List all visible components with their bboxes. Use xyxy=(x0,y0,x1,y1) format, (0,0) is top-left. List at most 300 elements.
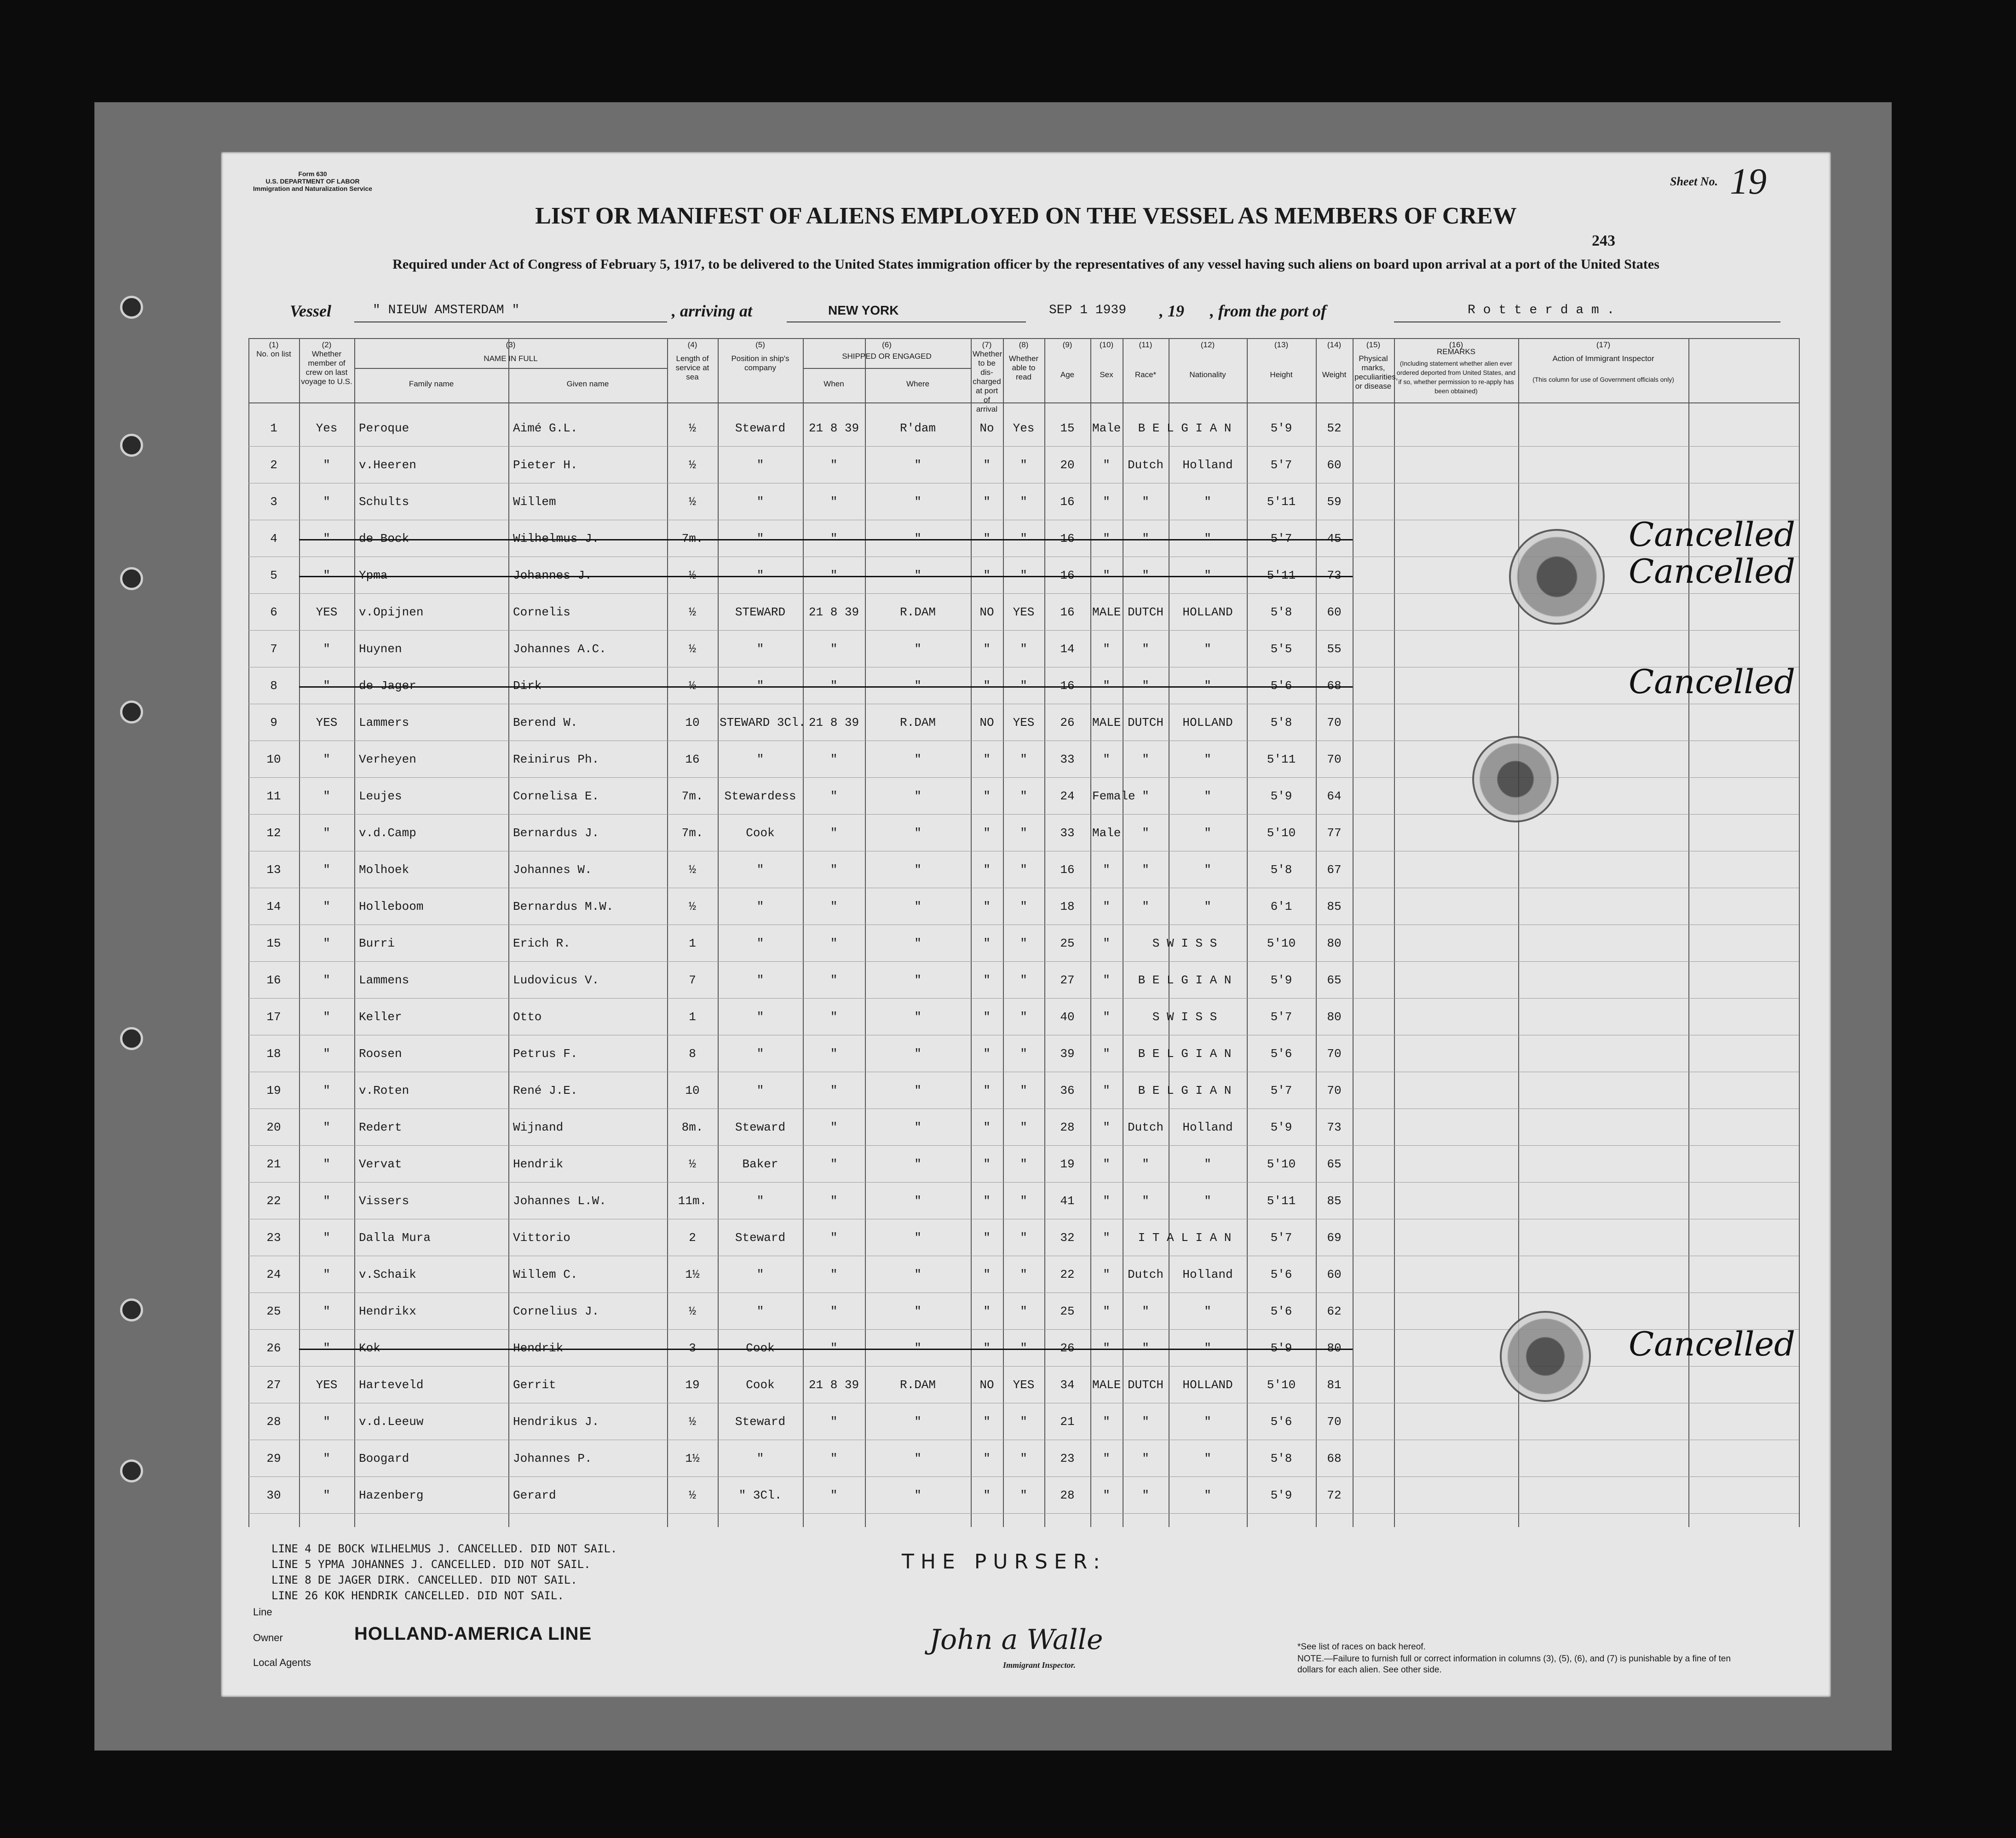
cell-where: " xyxy=(914,1157,922,1171)
cell-sex: " xyxy=(1103,1120,1110,1134)
cell-member: " xyxy=(323,900,330,913)
cell-no: 1 xyxy=(270,421,277,435)
cell-when: " xyxy=(830,752,838,766)
cell-position: Steward xyxy=(735,1120,786,1134)
manifest-sheet xyxy=(221,152,1831,1697)
cell-race: " xyxy=(1142,1452,1149,1465)
cell-when: " xyxy=(830,642,838,656)
cell-weight: 73 xyxy=(1327,1120,1342,1134)
cell-where: " xyxy=(914,1415,922,1429)
cell-when: " xyxy=(830,1268,838,1281)
inspector-signature: John a Walle xyxy=(929,1624,1103,1656)
cell-no: 9 xyxy=(270,716,277,729)
cell-weight: 70 xyxy=(1327,1415,1342,1429)
cell-when: " xyxy=(830,1010,838,1024)
binder-hole xyxy=(120,1298,143,1321)
cell-weight: 85 xyxy=(1327,900,1342,913)
cell-race: Dutch xyxy=(1127,1268,1164,1281)
cell-read: YES xyxy=(1013,716,1035,729)
cell-height: 5'8 xyxy=(1270,605,1292,619)
cell-no: 27 xyxy=(266,1378,281,1392)
cell-position: " xyxy=(756,863,764,877)
cell-race: S W I S S xyxy=(1152,1010,1217,1024)
grid-row-rule xyxy=(248,961,1799,962)
cell-height: 5'6 xyxy=(1270,1415,1292,1429)
cell-position: Stewardess xyxy=(724,789,796,803)
cell-age: 25 xyxy=(1060,1304,1075,1318)
cell-read: " xyxy=(1020,569,1027,582)
cell-no: 22 xyxy=(266,1194,281,1208)
cell-when: " xyxy=(830,1488,838,1502)
cell-given: Cornelis xyxy=(513,605,570,619)
cell-sex: " xyxy=(1103,1415,1110,1429)
cell-family: v.Opijnen xyxy=(359,605,424,619)
strike-line xyxy=(299,576,1353,577)
cell-race: " xyxy=(1142,900,1149,913)
cell-when: " xyxy=(830,1084,838,1097)
cell-position: " xyxy=(756,752,764,766)
cell-when: " xyxy=(830,789,838,803)
cell-no: 16 xyxy=(266,973,281,987)
cell-given: Ludovicus V. xyxy=(513,973,599,987)
column-number: (7) xyxy=(982,340,992,349)
cell-sex: " xyxy=(1103,900,1110,913)
column-header: When xyxy=(824,379,844,388)
cell-height: 5'10 xyxy=(1267,936,1296,950)
grid-column-rule xyxy=(1394,338,1395,1527)
column-number: (6) xyxy=(882,340,892,349)
cell-height: 5'6 xyxy=(1270,1268,1292,1281)
cell-given: Johannes A.C. xyxy=(513,642,606,656)
cell-race: DUTCH xyxy=(1127,716,1164,729)
cell-disch: " xyxy=(983,752,991,766)
cell-weight: 55 xyxy=(1327,642,1342,656)
cancellation-notes xyxy=(271,1541,617,1603)
cell-no: 13 xyxy=(266,863,281,877)
cell-disch: " xyxy=(983,1231,991,1245)
cell-member: " xyxy=(323,1010,330,1024)
cell-when: " xyxy=(830,1047,838,1061)
cell-height: 6'1 xyxy=(1270,900,1292,913)
cell-no: 8 xyxy=(270,679,277,693)
cell-read: YES xyxy=(1013,605,1035,619)
cell-family: v.Roten xyxy=(359,1084,409,1097)
cell-race: " xyxy=(1142,1194,1149,1208)
column-number: (15) xyxy=(1366,340,1381,349)
column-header: Whether member of crew on last voyage to U.S. xyxy=(301,350,352,386)
cell-given: Cornelius J. xyxy=(513,1304,599,1318)
cell-disch: " xyxy=(983,495,991,509)
cell-given: Hendrik xyxy=(513,1157,564,1171)
cell-weight: 68 xyxy=(1327,1452,1342,1465)
cell-family: Huynen xyxy=(359,642,402,656)
cell-age: 28 xyxy=(1060,1488,1075,1502)
column-header: Physical marks, peculiarities, or disease xyxy=(1354,354,1398,391)
cell-where: " xyxy=(914,1452,922,1465)
inspector-label: Immigrant Inspector. xyxy=(1003,1660,1076,1670)
cell-nationality: " xyxy=(1204,1304,1211,1318)
cell-when: " xyxy=(830,1231,838,1245)
fine-note: NOTE.—Failure to furnish full or correct information in columns (3), (5), (6), and (7) is punishable by a fine of ten dollars for each alien. See other side. xyxy=(1297,1654,1731,1675)
cell-nationality: Holland xyxy=(1182,1268,1233,1281)
cell-family: v.Schaik xyxy=(359,1268,416,1281)
cell-age: 16 xyxy=(1060,605,1075,619)
cell-disch: " xyxy=(983,789,991,803)
grid-row-rule xyxy=(248,998,1799,999)
cell-length: 2 xyxy=(689,1231,696,1245)
cell-member: " xyxy=(323,863,330,877)
cell-position: " xyxy=(756,1010,764,1024)
cell-where: " xyxy=(914,1488,922,1502)
cell-race: " xyxy=(1142,789,1149,803)
cell-disch: " xyxy=(983,1120,991,1134)
cell-no: 18 xyxy=(266,1047,281,1061)
cell-where: " xyxy=(914,1194,922,1208)
cell-when: " xyxy=(830,679,838,693)
cell-race: B E L G I A N xyxy=(1138,421,1232,435)
cell-height: 5'10 xyxy=(1267,826,1296,840)
cell-weight: 64 xyxy=(1327,789,1342,803)
cell-disch: NO xyxy=(979,716,994,729)
cell-height: 5'11 xyxy=(1267,752,1296,766)
cancel-note: LINE 4 DE BOCK WILHELMUS J. CANCELLED. DID NOT SAIL. xyxy=(271,1542,617,1555)
cell-disch: " xyxy=(983,1452,991,1465)
cell-length: ½ xyxy=(689,900,696,913)
cell-where: " xyxy=(914,1010,922,1024)
binder-hole xyxy=(120,1459,143,1482)
cell-read: " xyxy=(1020,495,1027,509)
grid-row-rule xyxy=(248,446,1799,447)
cell-weight: 69 xyxy=(1327,1231,1342,1245)
column-number: (17) xyxy=(1596,340,1611,349)
grid-row-rule xyxy=(248,1292,1799,1293)
column-header: Whether able to read xyxy=(1008,354,1039,381)
cell-height: 5'7 xyxy=(1270,1084,1292,1097)
cell-member: " xyxy=(323,1047,330,1061)
cell-length: 8m. xyxy=(681,1120,703,1134)
cell-member: YES xyxy=(316,605,338,619)
cell-when: " xyxy=(830,900,838,913)
cell-height: 5'9 xyxy=(1270,1120,1292,1134)
cell-race: " xyxy=(1142,826,1149,840)
cell-when: 21 8 39 xyxy=(808,605,859,619)
grid-column-rule xyxy=(1353,338,1354,1527)
cell-height: 5'10 xyxy=(1267,1157,1296,1171)
cell-read: " xyxy=(1020,532,1027,546)
cell-age: 39 xyxy=(1060,1047,1075,1061)
cell-age: 26 xyxy=(1060,716,1075,729)
cell-when: " xyxy=(830,532,838,546)
cell-disch: " xyxy=(983,1010,991,1024)
cell-length: 7m. xyxy=(681,789,703,803)
cell-weight: 60 xyxy=(1327,458,1342,472)
cell-sex: " xyxy=(1103,1084,1110,1097)
cell-sex: " xyxy=(1103,1010,1110,1024)
cell-read: " xyxy=(1020,863,1027,877)
cell-read: Yes xyxy=(1013,421,1035,435)
cell-position: Cook xyxy=(746,1378,775,1392)
cell-position: " xyxy=(756,1194,764,1208)
cell-race: " xyxy=(1142,569,1149,582)
vessel-name: " NIEUW AMSTERDAM " xyxy=(373,303,520,317)
cell-length: 16 xyxy=(685,752,700,766)
cell-age: 21 xyxy=(1060,1415,1075,1429)
arriving-port: NEW YORK xyxy=(828,303,899,317)
cell-position: " xyxy=(756,532,764,546)
grid-row-rule xyxy=(248,1182,1799,1183)
cell-read: " xyxy=(1020,458,1027,472)
cell-age: 40 xyxy=(1060,1010,1075,1024)
cell-no: 25 xyxy=(266,1304,281,1318)
cell-height: 5'8 xyxy=(1270,1452,1292,1465)
cell-read: " xyxy=(1020,1415,1027,1429)
cell-sex: " xyxy=(1103,1341,1110,1355)
cell-age: 33 xyxy=(1060,826,1075,840)
cell-read: " xyxy=(1020,1120,1027,1134)
cell-no: 5 xyxy=(270,569,277,582)
grid-row-rule xyxy=(248,1145,1799,1146)
cell-when: " xyxy=(830,1194,838,1208)
cell-position: " xyxy=(756,1047,764,1061)
cancel-mark: Cancelled xyxy=(1629,1325,1796,1363)
cell-no: 11 xyxy=(266,789,281,803)
binder-hole xyxy=(120,1027,143,1050)
strike-line xyxy=(299,539,1353,540)
column-header: NAME IN FULL xyxy=(484,354,538,363)
cell-family: de Jager xyxy=(359,679,416,693)
column-number: (8) xyxy=(1019,340,1029,349)
strike-line xyxy=(299,686,1353,688)
cancel-note: LINE 26 KOK HENDRIK CANCELLED. DID NOT SAIL. xyxy=(271,1589,564,1602)
cell-when: " xyxy=(830,826,838,840)
owner-label: Owner xyxy=(253,1632,283,1643)
cell-where: " xyxy=(914,936,922,950)
cell-height: 5'11 xyxy=(1267,569,1296,582)
cell-nationality: " xyxy=(1204,532,1211,546)
cell-length: ½ xyxy=(689,495,696,509)
cell-no: 26 xyxy=(266,1341,281,1355)
cell-position: STEWARD xyxy=(735,605,786,619)
cell-given: Johannes P. xyxy=(513,1452,592,1465)
cell-given: Hendrikus J. xyxy=(513,1415,599,1429)
cell-family: Harteveld xyxy=(359,1378,424,1392)
cell-read: YES xyxy=(1013,1378,1035,1392)
column-number: (9) xyxy=(1062,340,1072,349)
cell-family: Lammers xyxy=(359,716,409,729)
from-label: , from the port of xyxy=(1210,302,1327,320)
cell-when: " xyxy=(830,1415,838,1429)
cell-no: 6 xyxy=(270,605,277,619)
cell-disch: " xyxy=(983,569,991,582)
cell-position: " xyxy=(756,936,764,950)
cell-length: 11m. xyxy=(678,1194,707,1208)
cell-read: " xyxy=(1020,1452,1027,1465)
line-label: Line xyxy=(253,1606,272,1618)
cancel-mark: Cancelled xyxy=(1629,552,1796,591)
cell-disch: " xyxy=(983,679,991,693)
cell-disch: " xyxy=(983,1415,991,1429)
column-header: Nationality xyxy=(1189,370,1226,379)
cell-family: Verheyen xyxy=(359,752,416,766)
cell-family: Burri xyxy=(359,936,395,950)
cell-read: " xyxy=(1020,1304,1027,1318)
cell-disch: " xyxy=(983,1084,991,1097)
grid-row-rule xyxy=(248,338,1799,339)
cell-given: Berend W. xyxy=(513,716,578,729)
cell-given: Willem C. xyxy=(513,1268,578,1281)
cell-given: Aimé G.L. xyxy=(513,421,578,435)
cell-member: " xyxy=(323,1488,330,1502)
form-number: Form 630 xyxy=(298,170,327,178)
binder-hole xyxy=(120,296,143,319)
cell-where: " xyxy=(914,569,922,582)
cell-no: 10 xyxy=(266,752,281,766)
cell-sex: " xyxy=(1103,1231,1110,1245)
column-header: No. on list xyxy=(256,350,291,358)
cell-member: " xyxy=(323,789,330,803)
cell-no: 23 xyxy=(266,1231,281,1245)
cell-nationality: " xyxy=(1204,1194,1211,1208)
cell-read: " xyxy=(1020,752,1027,766)
cell-weight: 62 xyxy=(1327,1304,1342,1318)
cell-weight: 60 xyxy=(1327,1268,1342,1281)
cell-disch: NO xyxy=(979,605,994,619)
cell-given: Gerard xyxy=(513,1488,556,1502)
cell-sex: " xyxy=(1103,495,1110,509)
cell-read: " xyxy=(1020,900,1027,913)
cell-no: 14 xyxy=(266,900,281,913)
cell-nationality: HOLLAND xyxy=(1182,716,1233,729)
cell-where: R.DAM xyxy=(899,716,936,729)
column-number: (14) xyxy=(1327,340,1342,349)
cell-where: " xyxy=(914,900,922,913)
cell-position: " xyxy=(756,495,764,509)
cell-position: " xyxy=(756,569,764,582)
cell-given: Dirk xyxy=(513,679,542,693)
cell-weight: 70 xyxy=(1327,1084,1342,1097)
arrival-date: SEP 1 1939 xyxy=(1049,303,1127,317)
cell-weight: 70 xyxy=(1327,1047,1342,1061)
cell-length: 1½ xyxy=(685,1268,700,1281)
cell-disch: " xyxy=(983,1047,991,1061)
cell-sex: MALE xyxy=(1092,716,1121,729)
cell-given: René J.E. xyxy=(513,1084,578,1097)
cell-member: " xyxy=(323,1157,330,1171)
grid-column-rule xyxy=(248,338,249,1527)
cancel-note: LINE 5 YPMA JOHANNES J. CANCELLED. DID NOT SAIL. xyxy=(271,1558,591,1571)
cell-sex: " xyxy=(1103,1488,1110,1502)
cell-length: 10 xyxy=(685,716,700,729)
cell-sex: Female xyxy=(1092,789,1135,803)
from-port: R o t t e r d a m . xyxy=(1468,303,1615,317)
cell-height: 5'9 xyxy=(1270,1488,1292,1502)
cell-member: " xyxy=(323,1231,330,1245)
cell-sex: " xyxy=(1103,752,1110,766)
cell-position: " xyxy=(756,679,764,693)
cell-read: " xyxy=(1020,1047,1027,1061)
cell-race: " xyxy=(1142,1304,1149,1318)
cell-no: 19 xyxy=(266,1084,281,1097)
cell-height: 5'9 xyxy=(1270,973,1292,987)
column-number: (5) xyxy=(755,340,765,349)
cell-where: " xyxy=(914,642,922,656)
cell-no: 24 xyxy=(266,1268,281,1281)
column-header: Whether to be dis-charged at port of arrival xyxy=(973,350,1002,414)
column-header: (Including statement whether alien ever ordered deported from United States, and if so, whether permission to re-apply has been obtained) xyxy=(1396,360,1516,395)
cell-weight: 67 xyxy=(1327,863,1342,877)
agent-stamp: HOLLAND-AMERICA LINE xyxy=(354,1624,592,1644)
cell-race: DUTCH xyxy=(1127,1378,1164,1392)
cell-sex: " xyxy=(1103,863,1110,877)
grid-row-rule xyxy=(248,777,1799,778)
cell-where: " xyxy=(914,863,922,877)
cell-height: 5'9 xyxy=(1270,789,1292,803)
binder-hole xyxy=(120,434,143,457)
cell-member: " xyxy=(323,642,330,656)
column-number: (13) xyxy=(1274,340,1289,349)
cell-family: Leujes xyxy=(359,789,402,803)
cell-race: " xyxy=(1142,1415,1149,1429)
cell-age: 25 xyxy=(1060,936,1075,950)
cell-member: " xyxy=(323,936,330,950)
grid-row-rule xyxy=(248,1476,1799,1477)
cell-where: R.DAM xyxy=(899,1378,936,1392)
cell-disch: " xyxy=(983,973,991,987)
cell-length: ½ xyxy=(689,569,696,582)
cell-family: v.Heeren xyxy=(359,458,416,472)
cell-member: " xyxy=(323,1194,330,1208)
cell-nationality: Holland xyxy=(1182,1120,1233,1134)
cell-where: " xyxy=(914,752,922,766)
cell-height: 5'8 xyxy=(1270,716,1292,729)
cell-no: 21 xyxy=(266,1157,281,1171)
cell-age: 22 xyxy=(1060,1268,1075,1281)
cell-family: Holleboom xyxy=(359,900,424,913)
cell-race: " xyxy=(1142,495,1149,509)
cell-sex: " xyxy=(1103,936,1110,950)
cell-height: 5'9 xyxy=(1270,1341,1292,1355)
cell-length: ½ xyxy=(689,1304,696,1318)
cell-sex: " xyxy=(1103,1157,1110,1171)
cell-family: Kok xyxy=(359,1341,380,1355)
cell-height: 5'7 xyxy=(1270,1231,1292,1245)
consulate-seal xyxy=(1500,1311,1591,1402)
cell-position: Cook xyxy=(746,826,775,840)
cell-height: 5'6 xyxy=(1270,1047,1292,1061)
column-number: (10) xyxy=(1099,340,1114,349)
cell-nationality: " xyxy=(1204,1488,1211,1502)
cell-sex: MALE xyxy=(1092,1378,1121,1392)
cell-member: " xyxy=(323,1415,330,1429)
cell-age: 14 xyxy=(1060,642,1075,656)
cell-weight: 52 xyxy=(1327,421,1342,435)
cell-weight: 68 xyxy=(1327,679,1342,693)
cell-position: " xyxy=(756,1304,764,1318)
cell-weight: 70 xyxy=(1327,752,1342,766)
column-number: (3) xyxy=(506,340,516,349)
cell-position: Cook xyxy=(746,1341,775,1355)
cell-sex: " xyxy=(1103,1452,1110,1465)
races-note: *See list of races on back hereof. xyxy=(1297,1642,1426,1652)
cell-age: 41 xyxy=(1060,1194,1075,1208)
cell-family: Vervat xyxy=(359,1157,402,1171)
cell-member: " xyxy=(323,1120,330,1134)
cell-where: " xyxy=(914,458,922,472)
cell-length: 7 xyxy=(689,973,696,987)
cell-family: Redert xyxy=(359,1120,402,1134)
column-header: Weight xyxy=(1322,370,1347,379)
cell-length: ½ xyxy=(689,679,696,693)
